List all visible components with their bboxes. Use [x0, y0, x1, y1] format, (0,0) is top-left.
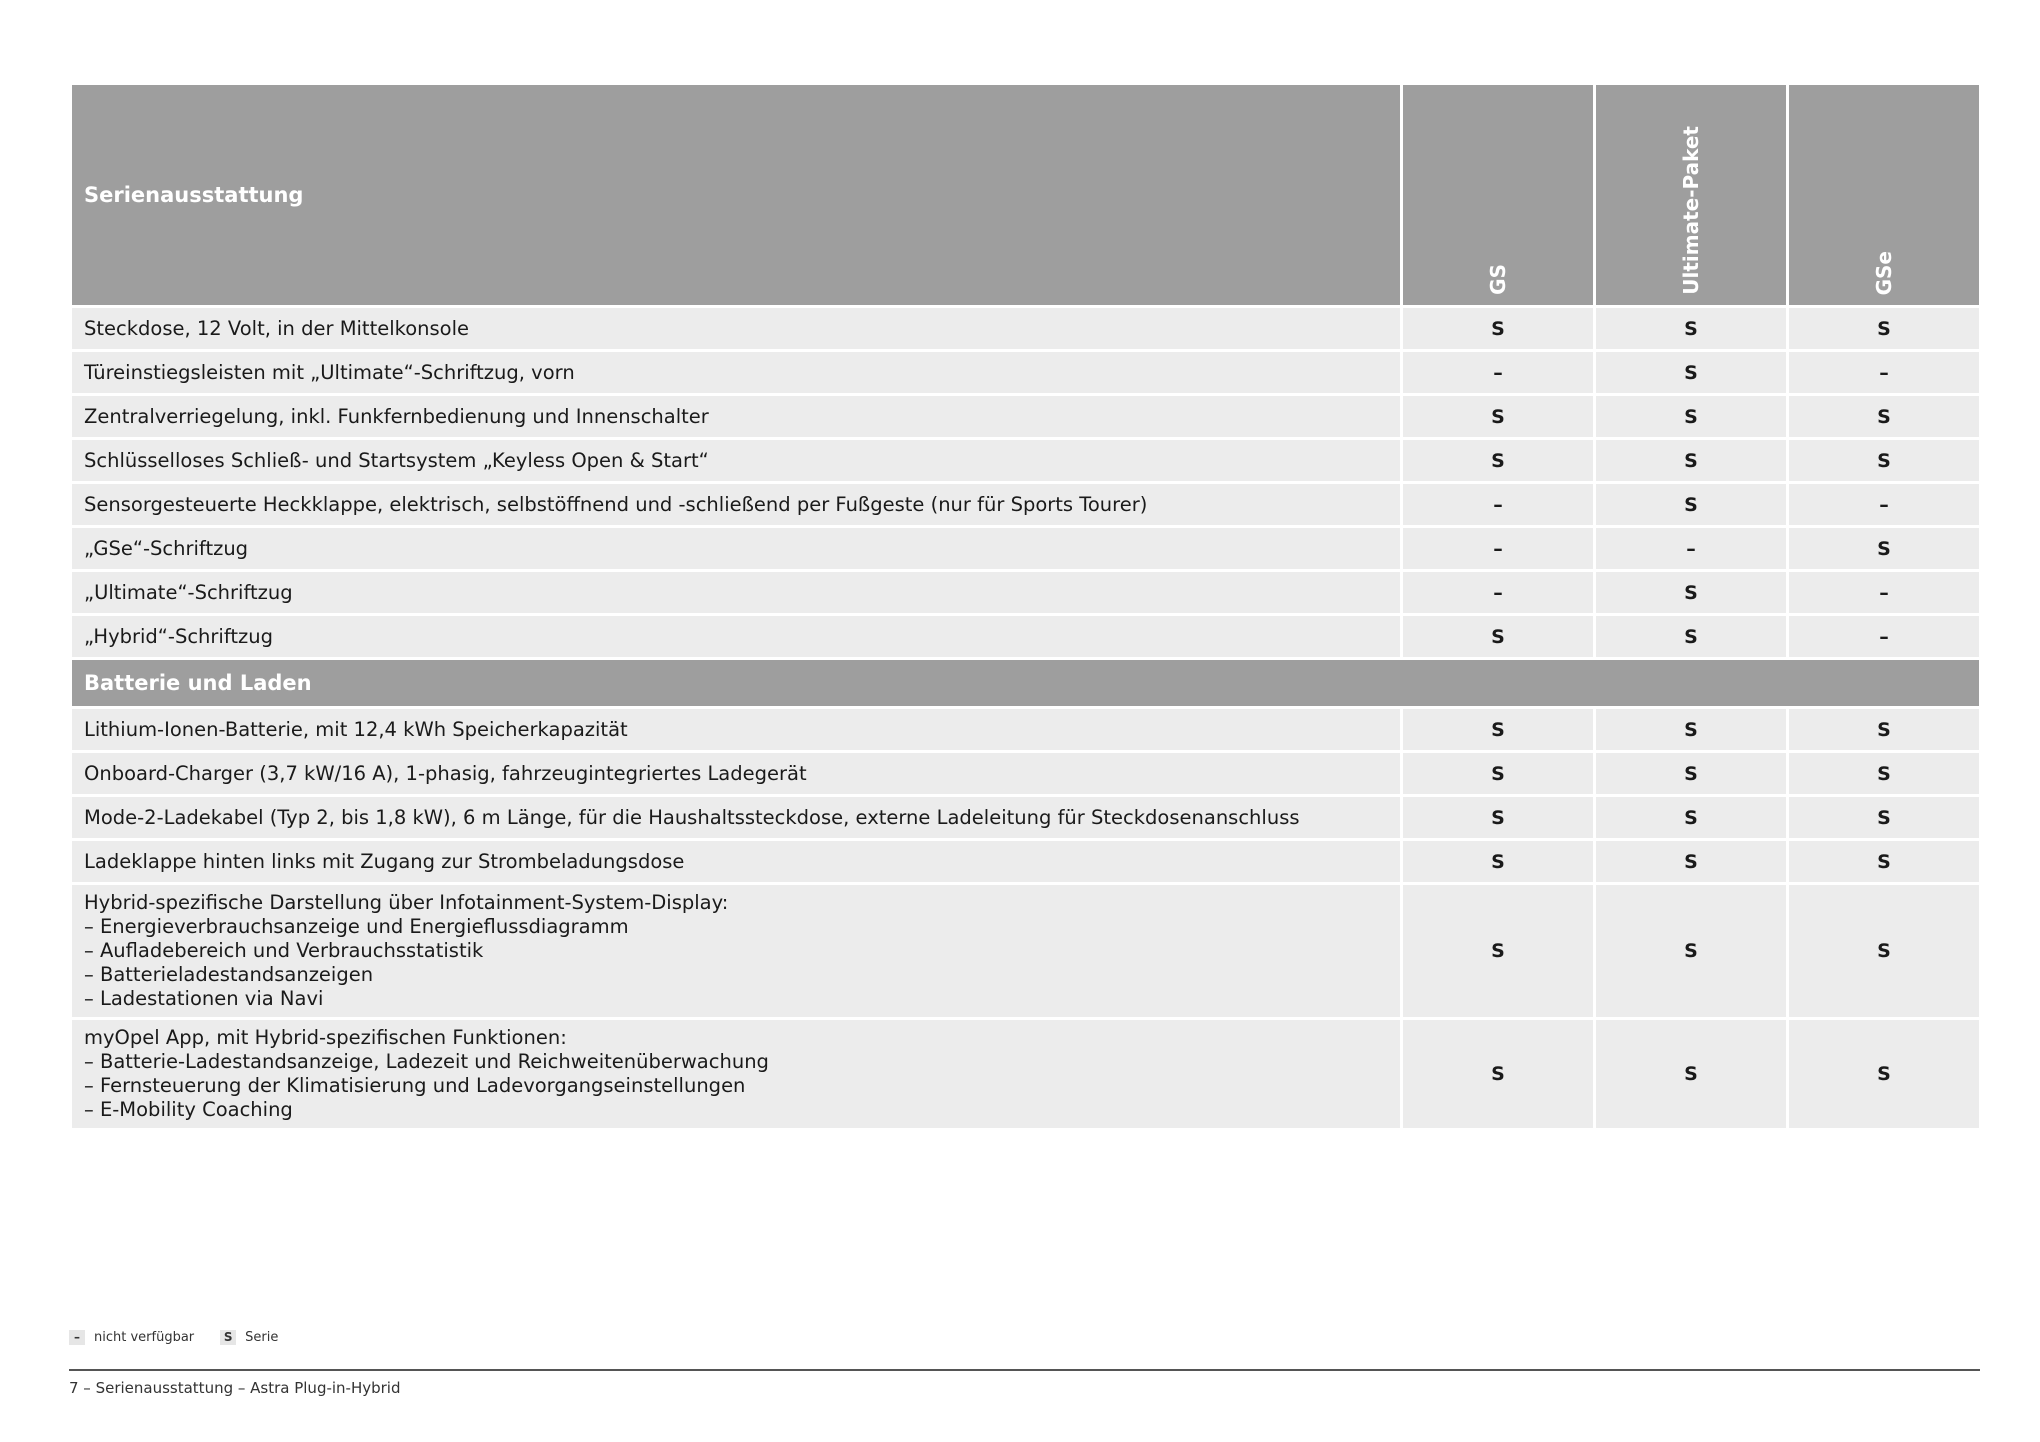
feature-label: „Ultimate“-Schriftzug [84, 580, 293, 604]
feature-label: Sensorgesteuerte Heckklappe, elektrisch, selbstöffnend und -schließend per Fußgeste (nur für Sports Tourer) [84, 492, 1148, 516]
feature-sub-item: – Ladestationen via Navi [84, 987, 324, 1010]
feature-label: Hybrid-spezifische Darstellung über Infotainment-System-Display: [84, 891, 729, 914]
feature-sub-item: – Aufladebereich und Verbrauchsstatistik [84, 939, 484, 962]
table-row [71, 884, 1981, 1019]
value-cell-gs: S [1402, 1019, 1595, 1130]
section-heading: Batterie und Laden [71, 659, 1981, 708]
value-cell-gs: S [1402, 439, 1595, 483]
legend-mark-s: S [220, 1330, 236, 1345]
equipment-table [69, 82, 1982, 1131]
feature-cell [71, 307, 1402, 351]
value-cell-ultimate: S [1595, 708, 1788, 752]
value-cell-ultimate: S [1595, 351, 1788, 395]
value-cell-gs: – [1402, 483, 1595, 527]
value-cell-gs: – [1402, 527, 1595, 571]
feature-cell [71, 483, 1402, 527]
value-cell-gs: – [1402, 351, 1595, 395]
table-row [71, 840, 1981, 884]
legend-item-standard [220, 1330, 278, 1345]
feature-cell [71, 571, 1402, 615]
column-label-gs: GS [1486, 264, 1510, 295]
feature-label: Lithium-Ionen-Batterie, mit 12,4 kWh Speicherkapazität [84, 717, 628, 741]
table-row [71, 307, 1981, 351]
legend-label-not-available: nicht verfügbar [94, 1330, 195, 1345]
legend-mark-dash: – [69, 1330, 85, 1345]
value-cell-ultimate: S [1595, 571, 1788, 615]
value-cell-ultimate: S [1595, 752, 1788, 796]
value-cell-gse: S [1788, 307, 1981, 351]
value-cell-gse: S [1788, 1019, 1981, 1130]
table-row [71, 615, 1981, 659]
value-cell-gse: S [1788, 796, 1981, 840]
value-cell-ultimate: S [1595, 1019, 1788, 1130]
table-row [71, 571, 1981, 615]
column-label-gse: GSe [1872, 250, 1896, 295]
value-cell-ultimate: S [1595, 796, 1788, 840]
column-header-gs [1402, 84, 1595, 307]
feature-label: Türeinstiegsleisten mit „Ultimate“-Schriftzug, vorn [84, 360, 575, 384]
legend-item-not-available [69, 1330, 194, 1345]
feature-sub-item: – Energieverbrauchsanzeige und Energieflussdiagramm [84, 915, 629, 938]
value-cell-gse: S [1788, 439, 1981, 483]
feature-cell [71, 1019, 1402, 1130]
column-label-ultimate: Ultimate-Paket [1679, 126, 1703, 295]
feature-label: „GSe“-Schriftzug [84, 536, 249, 560]
feature-cell [71, 615, 1402, 659]
table-row [71, 439, 1981, 483]
value-cell-ultimate: S [1595, 307, 1788, 351]
value-cell-gse: S [1788, 884, 1981, 1019]
table-row [71, 708, 1981, 752]
value-cell-gse: – [1788, 483, 1981, 527]
table-row [71, 527, 1981, 571]
value-cell-gse: – [1788, 615, 1981, 659]
value-cell-gs: S [1402, 884, 1595, 1019]
footer-divider [69, 1369, 1980, 1371]
value-cell-gse: S [1788, 752, 1981, 796]
feature-label: Zentralverriegelung, inkl. Funkfernbedienung und Innenschalter [84, 404, 709, 428]
value-cell-gse: S [1788, 395, 1981, 439]
value-cell-gs: S [1402, 395, 1595, 439]
feature-label: Ladeklappe hinten links mit Zugang zur Strombeladungsdose [84, 849, 685, 873]
feature-cell [71, 752, 1402, 796]
table-row [71, 483, 1981, 527]
table-row [71, 351, 1981, 395]
feature-label: Steckdose, 12 Volt, in der Mittelkonsole [84, 316, 470, 340]
value-cell-gse: – [1788, 351, 1981, 395]
legend [69, 1330, 304, 1345]
table-row [71, 1019, 1981, 1130]
feature-cell [71, 527, 1402, 571]
page-footer: 7 – Serienausstattung – Astra Plug-in-Hybrid [69, 1379, 401, 1397]
column-header-gse [1788, 84, 1981, 307]
feature-cell [71, 708, 1402, 752]
feature-cell [71, 351, 1402, 395]
equipment-table-container [69, 82, 1980, 1131]
table-header-row [71, 84, 1981, 307]
feature-cell [71, 395, 1402, 439]
feature-label: Schlüsselloses Schließ- und Startsystem „Keyless Open & Start“ [84, 448, 709, 472]
feature-sub-item: – Batterie-Ladestandsanzeige, Ladezeit und Reichweitenüberwachung [84, 1050, 769, 1073]
feature-sub-item: – E-Mobility Coaching [84, 1098, 293, 1121]
value-cell-ultimate: S [1595, 884, 1788, 1019]
value-cell-gs: S [1402, 307, 1595, 351]
value-cell-ultimate: S [1595, 840, 1788, 884]
value-cell-gs: S [1402, 708, 1595, 752]
feature-label: Mode-2-Ladekabel (Typ 2, bis 1,8 kW), 6 m Länge, für die Haushaltssteckdose, externe Ladeleitung für Steckdosenanschluss [84, 805, 1300, 829]
value-cell-gs: S [1402, 796, 1595, 840]
value-cell-gs: S [1402, 752, 1595, 796]
table-row [71, 796, 1981, 840]
table-body [71, 307, 1981, 1130]
feature-label: myOpel App, mit Hybrid-spezifischen Funktionen: [84, 1026, 567, 1049]
feature-cell [71, 840, 1402, 884]
value-cell-gs: S [1402, 615, 1595, 659]
value-cell-ultimate: S [1595, 483, 1788, 527]
legend-label-standard: Serie [245, 1330, 279, 1345]
value-cell-gse: – [1788, 571, 1981, 615]
value-cell-ultimate: S [1595, 615, 1788, 659]
feature-cell [71, 796, 1402, 840]
feature-sub-item: – Fernsteuerung der Klimatisierung und Ladevorgangseinstellungen [84, 1074, 746, 1097]
value-cell-gse: S [1788, 708, 1981, 752]
table-row [71, 752, 1981, 796]
value-cell-ultimate: – [1595, 527, 1788, 571]
table-row [71, 395, 1981, 439]
feature-cell [71, 439, 1402, 483]
value-cell-gs: – [1402, 571, 1595, 615]
value-cell-ultimate: S [1595, 439, 1788, 483]
value-cell-ultimate: S [1595, 395, 1788, 439]
column-header-ultimate [1595, 84, 1788, 307]
table-title: Serienausstattung [71, 84, 1402, 307]
value-cell-gse: S [1788, 840, 1981, 884]
feature-cell [71, 884, 1402, 1019]
feature-sub-item: – Batterieladestandsanzeigen [84, 963, 374, 986]
value-cell-gse: S [1788, 527, 1981, 571]
section-row [71, 659, 1981, 708]
feature-label: „Hybrid“-Schriftzug [84, 624, 273, 648]
value-cell-gs: S [1402, 840, 1595, 884]
feature-label: Onboard-Charger (3,7 kW/16 A), 1-phasig, fahrzeugintegriertes Ladegerät [84, 761, 807, 785]
